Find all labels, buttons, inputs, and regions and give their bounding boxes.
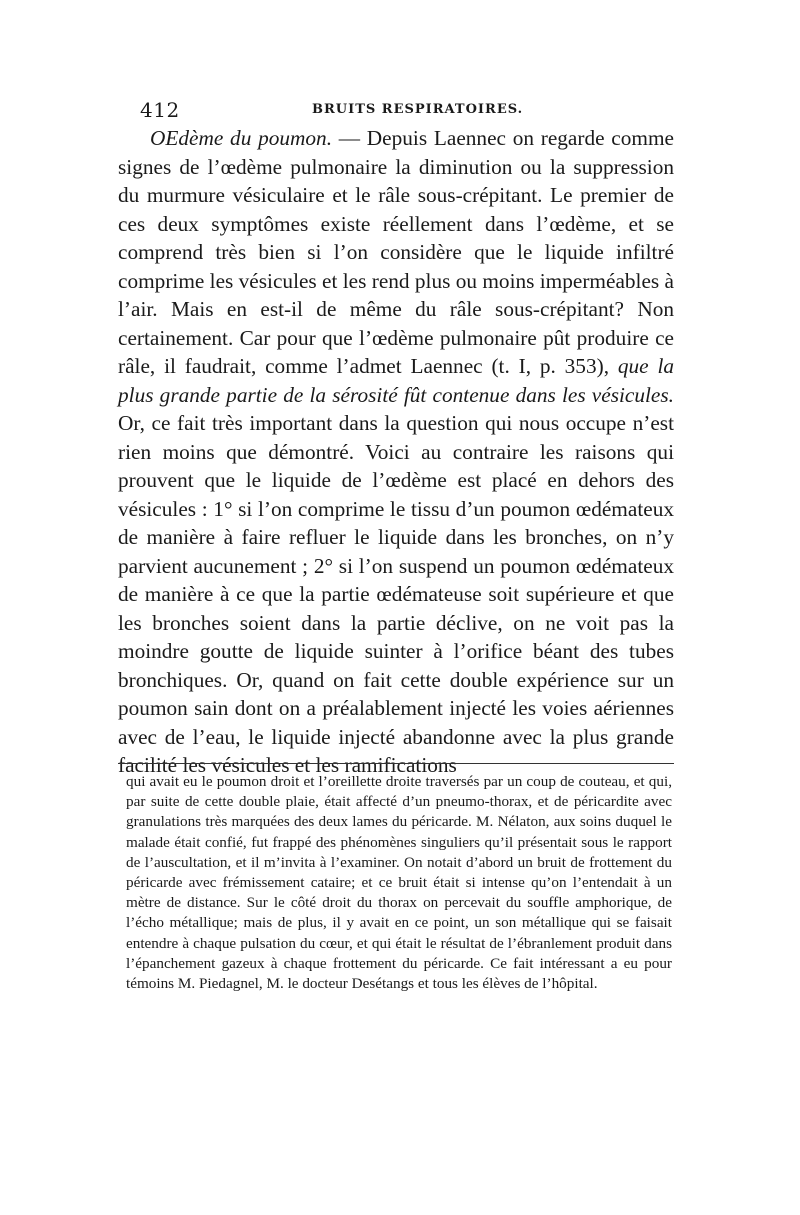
footnote-divider [118, 763, 674, 764]
page-number: 412 [140, 98, 180, 122]
running-head: BRUITS RESPIRATOIRES. [312, 102, 524, 117]
main-paragraph [118, 124, 674, 780]
page-header [140, 98, 680, 124]
section-lead: OEdème du poumon. [150, 126, 333, 150]
body-text-part-2: Or, ce fait très important dans la question qui nous occupe n’est rien moins que démontré. Voici au contraire les raisons qui prouvent que le liquide de l’œdème est placé en dehors des vésicules : 1° si l’on comprime le tissu d’un poumon œdémateux de manière à faire refluer le liquide dans les bronches, on n’y parvient aucunement ; 2° si l’on suspend un poumon œdémateux de manière à ce que la partie œdémateuse soit supérieure et que les bronches soient dans la partie déclive, on ne voit pas la moindre goutte de liquide suinter à l’orifice béant des tubes bronchiques. Or, quand on fait cette double expérience sur un poumon sain dont on a préalablement injecté les voies aériennes avec de l’eau, le liquide injecté abandonne avec la plus grande facilité les vésicules et les ramifications [118, 411, 674, 777]
body-text-part-1: — Depuis Laennec on regarde comme signes de l’œdème pulmonaire la diminution ou la suppression du murmure vésiculaire et le râle sous-crépitant. Le premier de ces deux symptômes existe réellement dans l’œdème, et se comprend très bien si l’on considère que le liquide infiltré comprime les vésicules et les rend plus ou moins imperméables à l’air. Mais en est-il de même du râle sous-crépitant? Non certainement. Car pour que l’œdème pulmonaire pût produire ce râle, il faudrait, comme l’admet Laennec (t. I, p. 353), [118, 126, 674, 378]
footnote-text: qui avait eu le poumon droit et l’oreillette droite traversés par un coup de couteau, et qui, par suite de cette double plaie, était affecté d’un pneumo-thorax, et de péricardite avec granulations très marquées des deux lames du péricarde. M. Nélaton, aux soins duquel le malade était confié, fut frappé des phénomènes singuliers qu’il présentait sous le rapport de l’auscultation, et il m’invita à l’examiner. On notait d’abord un bruit de frottement du péricarde avec frémissement cataire; et ce bruit était si intense qu’on l’entendait à un mètre de distance. Sur le côté droit du thorax on percevait du souffle amphorique, de l’écho métallique; mais de plus, il y avait en ce point, un son métallique qui se faisait entendre à chaque pulsation du cœur, et qui était le résultat de l’ébranlement produit dans l’épanchement gazeux à chaque frottement du péricarde. Ce fait intéressant a eu pour témoins M. Piedagnel, M. le docteur Desétangs et tous les élèves de l’hôpital. [126, 773, 672, 993]
main-text [118, 124, 674, 780]
footnote [126, 772, 672, 994]
laennec-quote: que la plus grande partie de la sérosité fût contenue dans les vésicules. [118, 354, 675, 407]
